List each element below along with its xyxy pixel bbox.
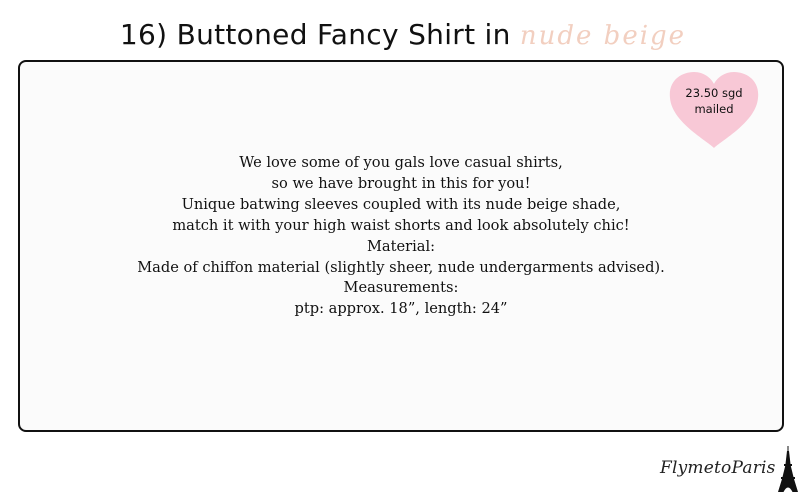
description-line: Measurements: xyxy=(343,279,459,297)
brand-logo: FlymetoParis xyxy=(660,458,776,478)
page-title xyxy=(0,18,806,51)
description-line: Unique batwing sleeves coupled with its nude beige shade, xyxy=(181,195,621,213)
price-badge xyxy=(666,70,762,150)
price-amount: 23.50 sgd xyxy=(685,86,743,100)
description-line: ptp: approx. 18”, length: 24” xyxy=(294,300,508,318)
description-line: so we have brought in this for you! xyxy=(271,174,531,192)
description-line: Made of chiffon material (slightly sheer, nude undergarments advised). xyxy=(137,258,665,276)
description-line: Material: xyxy=(366,237,436,255)
price-note: mailed xyxy=(694,102,734,116)
description-line: match it with your high waist shorts and look absolutely chic! xyxy=(172,216,630,234)
description-line: We love some of you gals love casual shirts, xyxy=(239,154,563,171)
title-color-accent: nude beige xyxy=(519,21,687,51)
eiffel-tower-icon xyxy=(777,446,799,492)
product-description xyxy=(20,153,782,320)
title-text: 16) Buttoned Fancy Shirt in xyxy=(119,18,511,51)
